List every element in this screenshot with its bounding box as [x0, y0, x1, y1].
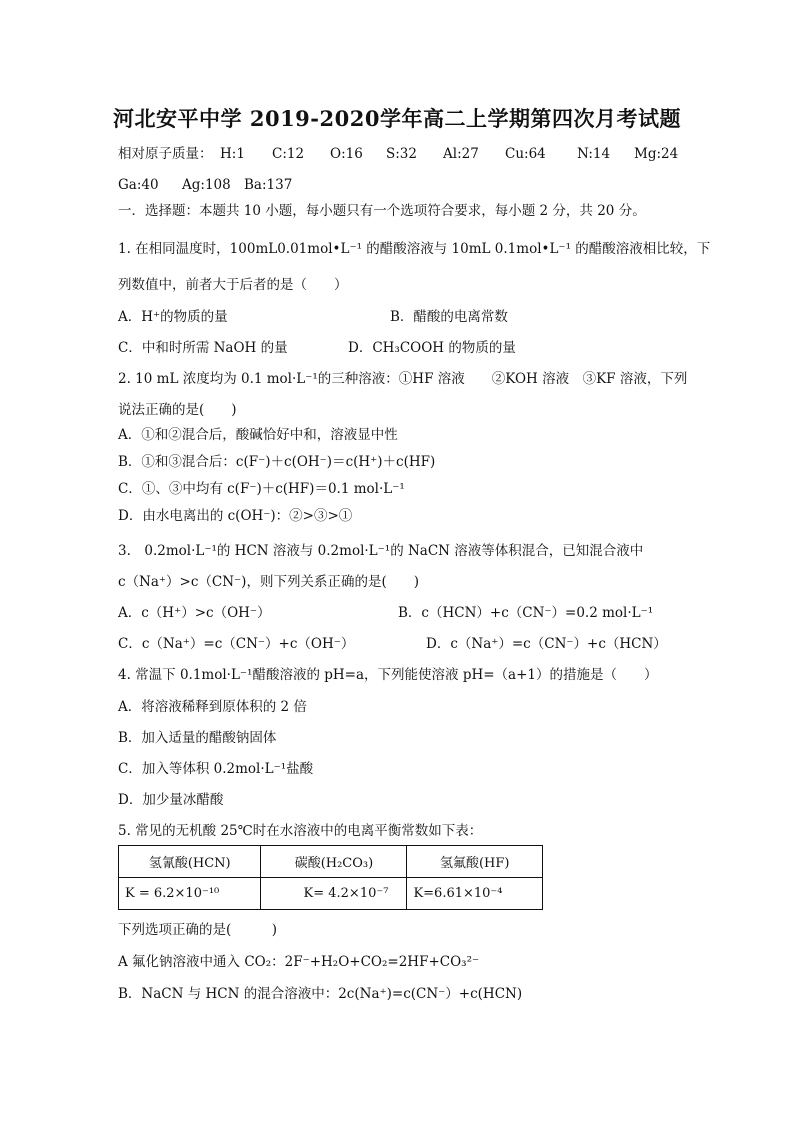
atomic-mass-label: 相对原子质量： — [118, 146, 213, 162]
atomic-mass-s: S:32 — [386, 146, 417, 162]
q2-option-c: C．①、③中均有 c(F⁻)＋c(HF)＝0.1 mol·L⁻¹ — [118, 481, 405, 497]
q4-stem: 4. 常温下 0.1mol·L⁻¹醋酸溶液的 pH=a，下列能使溶液 pH=（a+1）的措施是（ ） — [118, 667, 658, 683]
table-header-hf: 氢氟酸(HF) — [407, 846, 543, 878]
atomic-mass-al: Al:27 — [443, 146, 479, 162]
table-header-row — [119, 846, 543, 878]
q3-option-d: D．c（Na⁺）=c（CN⁻）+c（HCN） — [426, 636, 667, 652]
q1-option-b: B．醋酸的电离常数 — [390, 309, 508, 325]
q4-option-d: D．加少量冰醋酸 — [118, 792, 224, 808]
q2-option-a: A．①和②混合后，酸碱恰好中和，溶液显中性 — [118, 427, 398, 443]
q1-option-c: C．中和时所需 NaOH 的量 — [118, 340, 288, 356]
atomic-mass-ag: Ag:108 — [182, 177, 231, 193]
q3-stem-line2: c（Na⁺）>c（CN⁻)，则下列关系正确的是( ) — [118, 574, 419, 590]
q1-option-a: A．H⁺的物质的量 — [118, 309, 228, 325]
atomic-mass-h: H:1 — [220, 146, 245, 162]
table-row — [119, 878, 543, 910]
q3-option-b: B．c（HCN）+c（CN⁻）=0.2 mol·L⁻¹ — [398, 605, 654, 621]
atomic-mass-ba: Ba:137 — [244, 177, 293, 193]
ionization-constant-table — [118, 845, 543, 910]
q2-option-d: D．由水电离出的 c(OH⁻)：②>③>① — [118, 508, 353, 524]
q5-stem: 5. 常见的无机酸 25℃时在水溶液中的电离平衡常数如下表： — [118, 823, 483, 839]
q3-stem-line1: 3. 0.2mol·L⁻¹的 HCN 溶液与 0.2mol·L⁻¹的 NaCN 溶液等体积混合，已知混合液中 — [118, 543, 644, 559]
atomic-mass-n: N:14 — [577, 146, 611, 162]
q1-stem-line1: 1. 在相同温度时，100mL0.01mol•L⁻¹ 的醋酸溶液与 10mL 0.1mol•L⁻¹ 的醋酸溶液相比较，下 — [118, 241, 711, 257]
q5-option-a: A 氟化钠溶液中通入 CO₂：2F⁻+H₂O+CO₂=2HF+CO₃²⁻ — [118, 954, 480, 970]
table-cell-k-h2co3: K= 4.2×10⁻⁷ — [261, 878, 407, 910]
atomic-mass-c: C:12 — [272, 146, 305, 162]
page-title: 河北安平中学 2019-2020学年高二上学期第四次月考试题 — [113, 106, 681, 131]
table-header-h2co3: 碳酸(H₂CO₃) — [261, 846, 407, 878]
table-header-hcn: 氢氰酸(HCN) — [119, 846, 261, 878]
atomic-mass-o: O:16 — [330, 146, 363, 162]
q1-option-d: D．CH₃COOH 的物质的量 — [348, 340, 516, 356]
q4-option-b: B．加入适量的醋酸钠固体 — [118, 730, 277, 746]
q1-stem-line2: 列数值中，前者大于后者的是（ ） — [118, 277, 348, 293]
q2-option-b: B．①和③混合后：c(F⁻)＋c(OH⁻)＝c(H⁺)＋c(HF) — [118, 454, 436, 470]
q5-stem-line2: 下列选项正确的是( ) — [118, 922, 278, 938]
section-heading: 一．选择题：本题共 10 小题，每小题只有一个选项符合要求，每小题 2 分，共 20 分。 — [118, 203, 646, 219]
atomic-mass-cu: Cu:64 — [505, 146, 546, 162]
atomic-mass-ga: Ga:40 — [118, 177, 159, 193]
table-cell-k-hf: K=6.61×10⁻⁴ — [407, 878, 543, 910]
q3-option-c: C．c（Na⁺）=c（CN⁻）+c（OH⁻） — [118, 636, 355, 652]
q2-stem-line2: 说法正确的是( ) — [118, 402, 237, 418]
q5-option-b: B．NaCN 与 HCN 的混合溶液中：2c(Na⁺)=c(CN⁻）+c(HCN) — [118, 986, 523, 1002]
table-cell-k-hcn: K = 6.2×10⁻¹⁰ — [119, 878, 261, 910]
q2-stem-line1: 2. 10 mL 浓度均为 0.1 mol·L⁻¹的三种溶液：①HF 溶液 ②KOH 溶液 ③KF 溶液，下列 — [118, 371, 688, 387]
q4-option-a: A．将溶液稀释到原体积的 2 倍 — [118, 699, 307, 715]
atomic-mass-mg: Mg:24 — [634, 146, 679, 162]
q3-option-a: A．c（H⁺）>c（OH⁻） — [118, 605, 271, 621]
q4-option-c: C．加入等体积 0.2mol·L⁻¹盐酸 — [118, 761, 314, 777]
